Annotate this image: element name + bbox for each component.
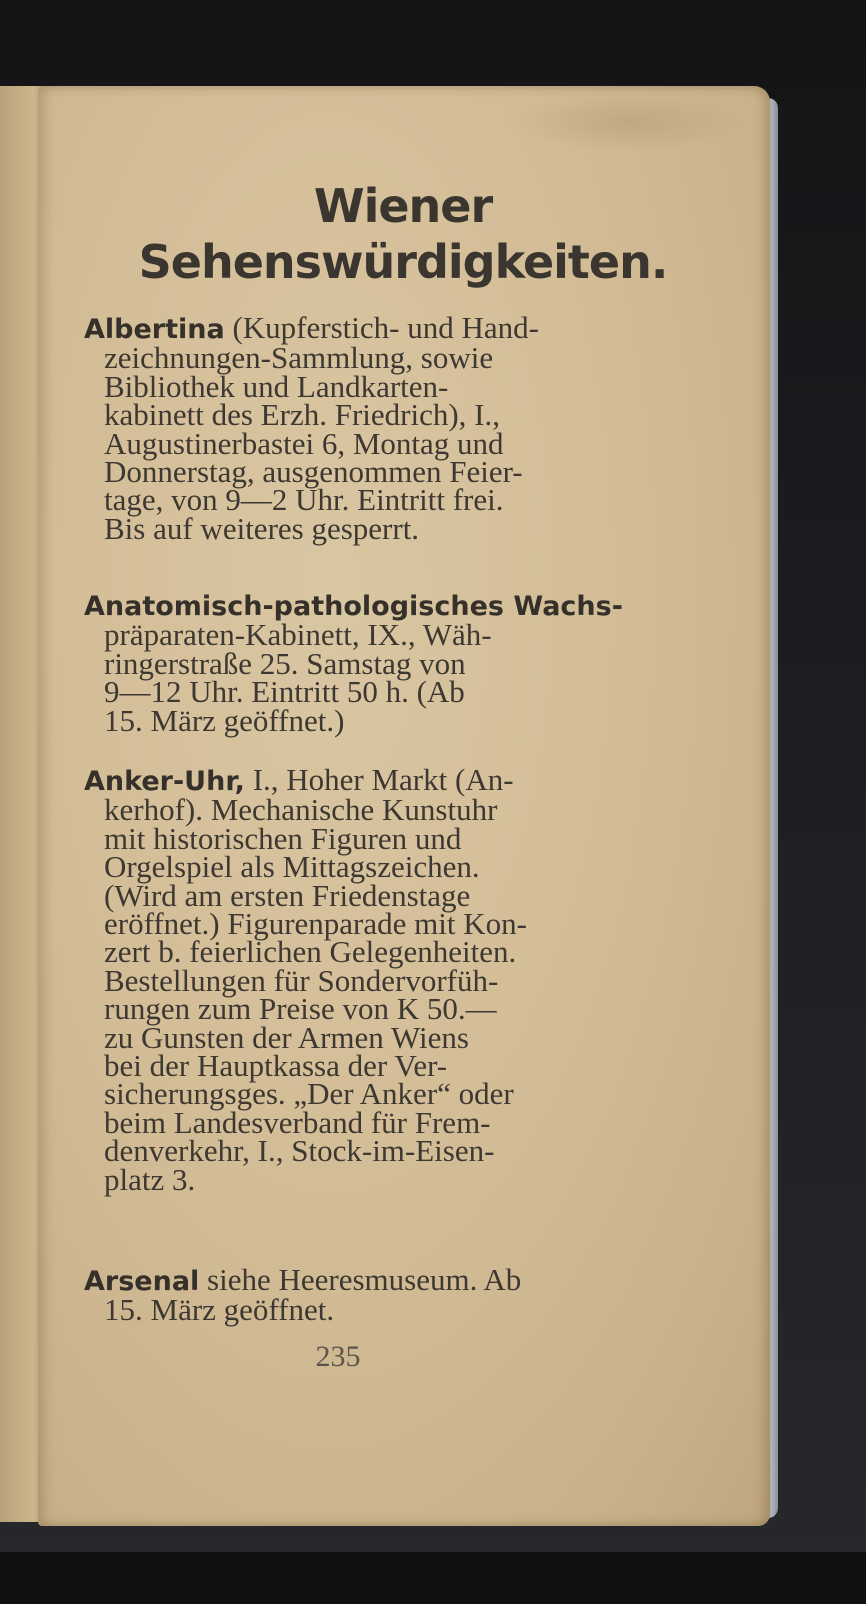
entry-line: 9—12 Uhr. Eintritt 50 h. (Ab (104, 674, 465, 710)
entry-line: eröffnet.) Figurenparade mit Kon- (104, 906, 527, 942)
entry-anatomisch (84, 591, 644, 738)
entry-line: sicherungsges. „Der Anker“ oder (104, 1076, 514, 1112)
entry-line: kerhof). Mechanische Kunstuhr (104, 792, 498, 828)
entry-line: denverkehr, I., Stock-im-Eisen- (104, 1133, 495, 1169)
entry-line: Orgelspiel als Mittagszeichen. (104, 849, 480, 885)
entry-first-rest: I., Hoher Markt (An- (252, 762, 514, 797)
entry-line: 15. März geöffnet.) (104, 702, 345, 738)
entry-line: Donnerstag, ausgenommen Feier- (104, 454, 523, 490)
entry-line: (Wird am ersten Friedenstage (104, 877, 471, 913)
entry-anker-uhr (84, 762, 644, 1197)
page-stain (508, 92, 748, 152)
entry-headword: Anker-Uhr, (84, 766, 245, 797)
entry-line: zeichnungen-Sammlung, sowie (104, 340, 494, 376)
entry-line: bei der Hauptkassa der Ver- (104, 1048, 448, 1084)
entry-line: platz 3. (104, 1161, 196, 1197)
entry-line: präparaten-Kabinett, IX., Wäh- (104, 617, 492, 653)
entry-line: tage, von 9—2 Uhr. Eintritt frei. (104, 482, 504, 518)
entry-arsenal (84, 1262, 644, 1328)
entry-line: ringerstraße 25. Samstag von (104, 645, 466, 681)
entry-headword: Anatomisch-pathologisches Wachs- (84, 591, 623, 622)
page-title-line1: Wiener (313, 179, 493, 233)
entry-headword: Albertina (84, 314, 225, 345)
entry-line: Bibliothek und Landkarten- (104, 368, 449, 404)
book-page (38, 86, 770, 1526)
entry-headword: Arsenal (84, 1266, 200, 1297)
page-number: 235 (315, 1340, 361, 1373)
entry-line: Bis auf weiteres gesperrt. (104, 510, 420, 546)
entry-line: rungen zum Preise von K 50.— (104, 991, 497, 1027)
entry-line: mit historischen Figuren und (104, 820, 462, 856)
entry-line: zu Gunsten der Armen Wiens (104, 1019, 469, 1055)
entry-line: zert b. feierlichen Gelegenheiten. (104, 934, 517, 970)
entry-line: 15. März geöffnet. (104, 1292, 335, 1328)
entry-line: kabinett des Erzh. Friedrich), I., (104, 397, 500, 433)
entry-first-rest: siehe Heeresmuseum. Ab (207, 1262, 522, 1297)
entry-line: beim Landesverband für Frem- (104, 1104, 491, 1140)
entry-albertina (84, 310, 644, 546)
entry-line: Augustinerbastei 6, Montag und (104, 425, 504, 461)
entry-line: Bestellungen für Sondervorfüh- (104, 962, 499, 998)
page-title-line2: Sehenswürdigkeiten. (138, 235, 668, 289)
entry-first-rest: (Kupferstich- und Hand- (232, 310, 539, 345)
